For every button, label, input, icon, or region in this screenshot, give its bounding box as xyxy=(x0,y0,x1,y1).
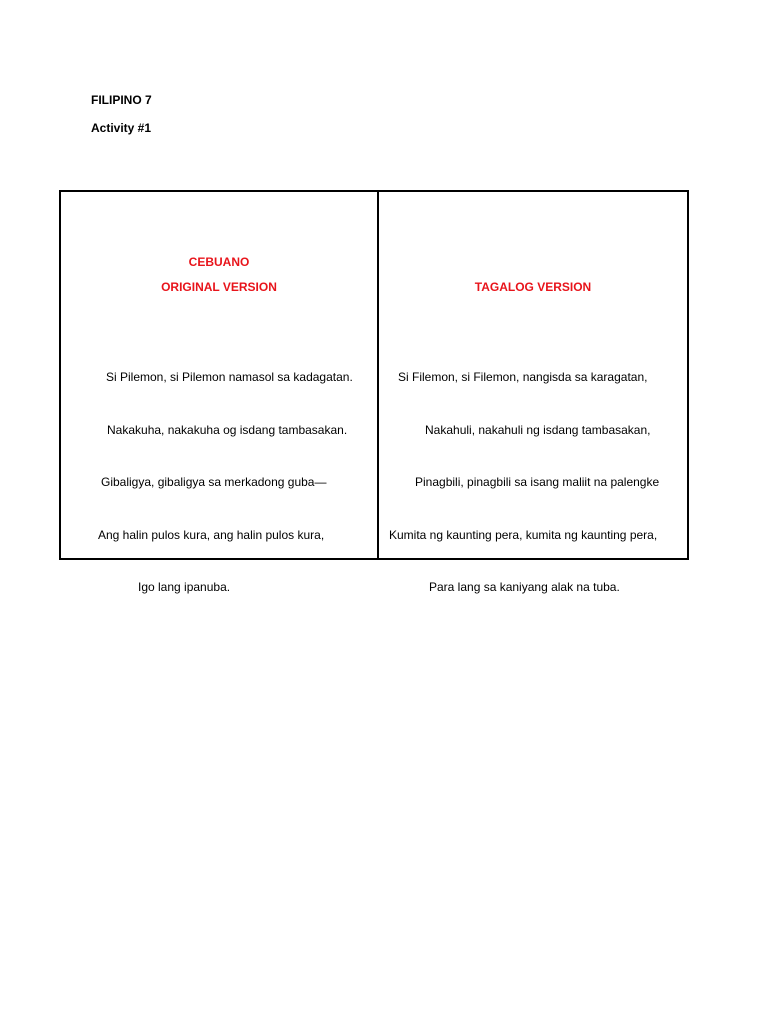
tagalog-poem-line: Kumita ng kaunting pera, kumita ng kaunting pera, xyxy=(389,527,658,542)
tagalog-poem xyxy=(379,334,687,632)
translation-table xyxy=(59,190,689,594)
tagalog-poem-line: Nakahuli, nakahuli ng isdang tambasakan, xyxy=(425,422,651,437)
tagalog-poem-line: Pinagbili, pinagbili sa isang maliit na palengke xyxy=(415,475,660,489)
cebuano-poem-line: Ang halin pulos kura, ang halin pulos kura, xyxy=(98,527,325,542)
cebuano-language-heading: CEBUANO xyxy=(188,255,250,269)
tagalog-column xyxy=(379,192,687,594)
subject-heading: FILIPINO 7 xyxy=(91,93,152,107)
tagalog-poem-line: Si Filemon, si Filemon, nangisda sa karagatan, xyxy=(398,370,648,384)
tagalog-version-heading: TAGALOG VERSION xyxy=(474,280,592,294)
activity-heading: Activity #1 xyxy=(91,121,152,135)
cebuano-poem xyxy=(61,334,377,632)
cebuano-poem-line: Nakakuha, nakakuha og isdang tambasakan. xyxy=(107,422,348,437)
cebuano-poem-line: Gibaligya, gibaligya sa merkadong guba— xyxy=(101,475,327,489)
cebuano-poem-line: Igo lang ipanuba. xyxy=(138,580,231,594)
tagalog-poem-line: Para lang sa kaniyang alak na tuba. xyxy=(429,580,620,594)
original-version-heading: ORIGINAL VERSION xyxy=(161,280,277,294)
cebuano-column xyxy=(61,192,379,594)
cebuano-poem-line: Si Pilemon, si Pilemon namasol sa kadagatan. xyxy=(106,370,353,384)
